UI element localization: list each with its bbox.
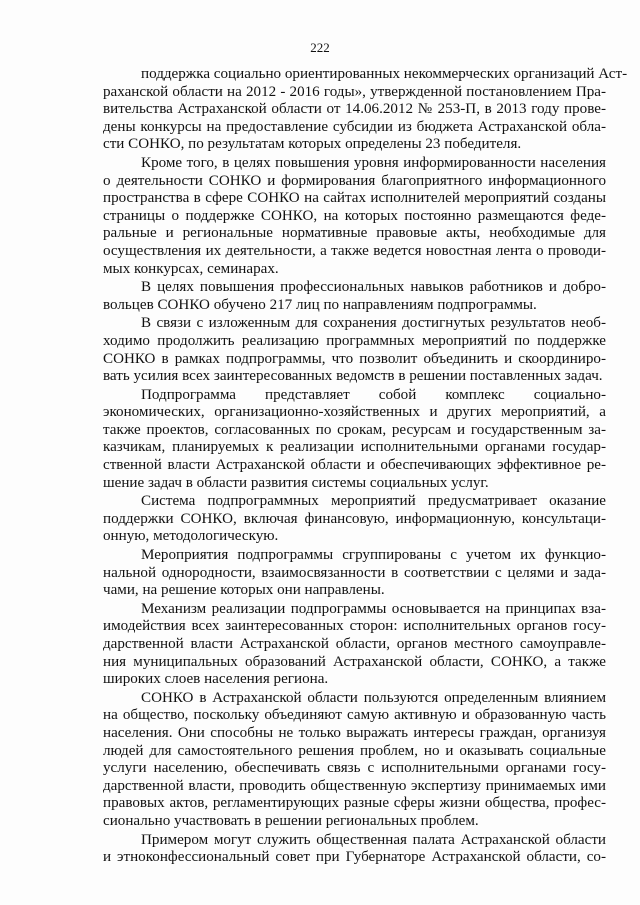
text-line: вать усилия всех заинтересованных ведомств в решении поставленных задач. [103, 368, 603, 385]
paragraph [103, 155, 606, 278]
text-line: поддержки СОНКО, включая финансовую, информационную, консультаци- [103, 510, 606, 527]
text-line: страницы о поддержке СОНКО, на которых постоянно размещаются феде- [103, 207, 606, 224]
text-line: осуществления их деятельности, а также ведется новостная лента о проводи- [103, 242, 606, 259]
text-line: Подпрограмма представляет собой комплекс социально- [141, 386, 606, 403]
text-line: населения. Они способны не только выражать интересы граждан, организуя [103, 724, 606, 741]
text-line: Система подпрограммных мероприятий предусматривает оказание [141, 493, 606, 510]
text-line: на общество, поскольку объединяют самую активную и образованную часть [103, 707, 606, 724]
text-line: ния муниципальных образований Астраханской области, СОНКО, а также [103, 653, 606, 670]
text-line: экономических, организационно-хозяйственных и других мероприятий, а [103, 404, 606, 421]
text-line: широких слоев населения региона. [103, 671, 329, 688]
text-line: В целях повышения профессиональных навыков работников и добро- [141, 279, 606, 296]
text-line: пространства в сфере СОНКО на сайтах исполнителей мероприятий созданы [103, 190, 606, 207]
paragraph [103, 493, 606, 546]
text-line: также проектов, согласованных по срокам, ресурсам и государственным за- [103, 421, 606, 438]
text-line: Кроме того, в целях повышения уровня информированности населения [141, 154, 606, 171]
text-line: услуги населению, обеспечивать связь с исполнительными органами госу- [103, 760, 606, 777]
paragraph [103, 601, 606, 689]
text-line: чами, на решение которых они направлены. [103, 582, 385, 599]
paragraph [103, 832, 606, 867]
paragraph [103, 315, 606, 385]
text-line: сионально участвовать в решении региональных проблем. [103, 812, 479, 829]
text-line: и этноконфессиональный совет при Губернаторе Астраханской области, со- [103, 849, 606, 866]
text-line: В связи с изложенным для сохранения достигнутых результатов необ- [141, 315, 606, 332]
text-line: ходимо продолжить реализацию программных мероприятий по поддержке [103, 332, 606, 349]
text-line: мых конкурсах, семинарах. [103, 260, 279, 277]
text-line: людей для самостоятельного решения проблем, но и оказывать социальные [103, 742, 606, 759]
document-body [103, 66, 628, 868]
page-number: 222 [310, 40, 330, 55]
text-line: СОНКО в Астраханской области пользуются определенным влиянием [141, 689, 606, 706]
text-line: вольцев СОНКО обучено 217 лиц по направлениям подпрограммы. [103, 296, 537, 313]
paragraph [103, 66, 628, 154]
text-line: о деятельности СОНКО и формирования благоприятного информационного [103, 172, 606, 189]
text-line: поддержка социально ориентированных некоммерческих организаций Аст- [141, 66, 628, 82]
text-line: дарственной власти, проводить общественную экспертизу принимаемых ими [103, 777, 606, 794]
text-line: СОНКО в рамках подпрограммы, что позволит объединить и скоординиро- [103, 350, 606, 367]
text-line: ственной власти Астраханской области и обеспечивающих эффективное ре- [103, 457, 606, 474]
text-line: ральные и региональные нормативные правовые акты, необходимые для [103, 225, 606, 242]
text-line: Механизм реализации подпрограммы основывается на принципах вза- [141, 600, 606, 617]
text-line: казчикам, планируемых к реализации исполнительными органами государ- [103, 439, 606, 456]
text-line: дены конкурсы на предоставление субсидии из бюджета Астраханской обла- [103, 118, 606, 135]
text-line: имодействия всех заинтересованных сторон: исполнительных органов госу- [103, 618, 606, 635]
text-line: Мероприятия подпрограммы сгруппированы с учетом их функцио- [141, 547, 606, 564]
paragraph [103, 547, 606, 600]
text-line: Примером могут служить общественная палата Астраханской области [141, 831, 606, 848]
text-line: шение задач в области развития системы социальных услуг. [103, 474, 489, 491]
paragraph [103, 690, 606, 831]
text-line: сти СОНКО, по результатам которых определены 23 победителя. [103, 136, 522, 153]
paragraph [103, 387, 606, 493]
text-line: онную, методологическую. [103, 528, 279, 545]
text-line: раханской области на 2012 - 2016 годы», утвержденной постановлением Пра- [103, 83, 606, 100]
text-line: нальной однородности, взаимосвязанности в соответствии с целями и зада- [103, 564, 606, 581]
paragraph [103, 279, 606, 314]
text-line: правовых актов, регламентирующих разные сферы жизни общества, профес- [103, 795, 606, 812]
text-line: вительства Астраханской области от 14.06.2012 № 253-П, в 2013 году прове- [103, 101, 606, 118]
text-line: дарственной власти Астраханской области, органов местного самоуправле- [103, 636, 606, 652]
